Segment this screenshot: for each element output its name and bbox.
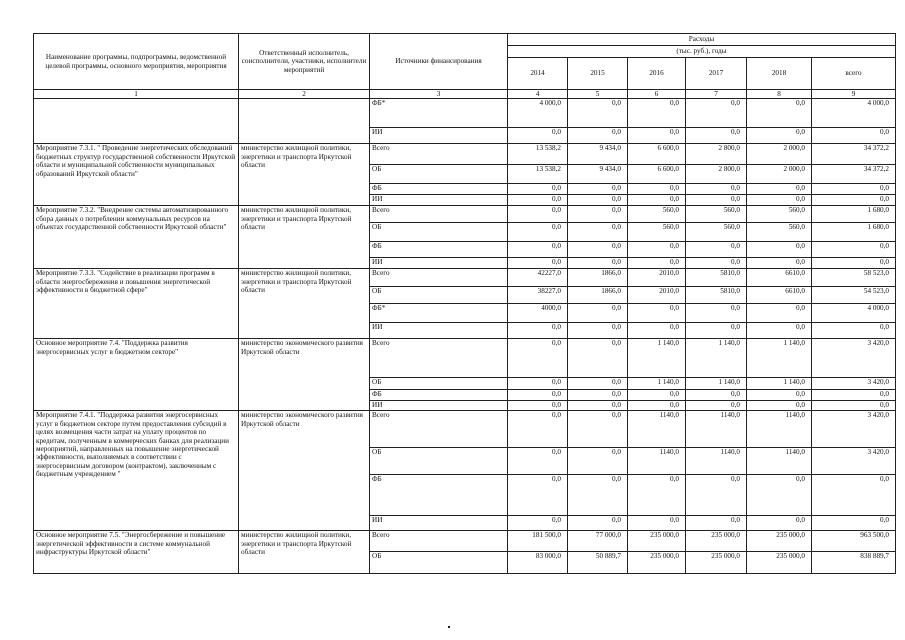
amount-cell: 0,0 xyxy=(508,411,568,448)
amount-cell: 0,0 xyxy=(686,304,747,323)
amount-cell: 1140,0 xyxy=(747,448,812,475)
funding-source-cell: Всего xyxy=(370,144,508,165)
amount-cell: 9 434,0 xyxy=(568,165,628,184)
funding-source-cell: Всего xyxy=(370,531,508,552)
header-year: 2018 xyxy=(747,58,812,90)
funding-source-cell: Всего xyxy=(370,411,508,448)
header-column-number: 4 xyxy=(508,90,568,99)
header-year: 2015 xyxy=(568,58,628,90)
amount-cell: 0,0 xyxy=(508,258,568,269)
amount-cell: 838 889,7 xyxy=(812,552,896,574)
table-header xyxy=(34,34,896,99)
amount-cell: 0,0 xyxy=(812,195,896,206)
amount-cell: 0,0 xyxy=(568,99,628,128)
amount-cell: 6610,0 xyxy=(747,269,812,287)
amount-cell: 0,0 xyxy=(747,258,812,269)
amount-cell: 2 800,0 xyxy=(686,165,747,184)
header-column-number: 9 xyxy=(812,90,896,99)
funding-source-cell: ФБ xyxy=(370,242,508,258)
amount-cell: 1 140,0 xyxy=(747,339,812,378)
financing-table xyxy=(33,33,896,574)
program-name-cell: Мероприятие 7.4.1. "Поддержка развития энергосервисных услуг в бюджетном секторе путем предоставления субсидий в целях возмещения части затрат на уплату процентов по кредитам, полученным в коммерческих банках для реализации мероприятий, направленных на повышение энергетической эффективности, выполняемых в соответствии с энергосервисным договором (контрактом), заключенным с бюджетным учреждением " xyxy=(34,411,239,531)
page-dot xyxy=(448,626,450,628)
amount-cell: 1 140,0 xyxy=(628,378,686,390)
program-name-cell: Основное мероприятие 7.5. "Энергосбережение и повышение энергетической эффективности в системе коммунальной инфраструктуры Иркутской области" xyxy=(34,531,239,574)
program-name-cell: Мероприятие 7.3.2. "Внедрение системы автоматизированного сбора данных о потреблении коммунальных ресурсов на объектах государственной собственности Иркутской области" xyxy=(34,206,239,269)
amount-cell: 13 538,2 xyxy=(508,165,568,184)
header-column-number: 8 xyxy=(747,90,812,99)
amount-cell: 0,0 xyxy=(628,323,686,339)
funding-source-cell: ИИ xyxy=(370,128,508,144)
amount-cell: 1140,0 xyxy=(628,411,686,448)
funding-source-cell: ИИ xyxy=(370,401,508,411)
amount-cell: 4 000,0 xyxy=(812,99,896,128)
amount-cell: 0,0 xyxy=(686,128,747,144)
amount-cell: 0,0 xyxy=(508,339,568,378)
amount-cell: 0,0 xyxy=(568,475,628,516)
amount-cell: 0,0 xyxy=(747,323,812,339)
amount-cell: 0,0 xyxy=(628,258,686,269)
amount-cell: 0,0 xyxy=(508,516,568,531)
amount-cell: 54 523,0 xyxy=(812,287,896,304)
responsible-cell xyxy=(239,99,370,144)
amount-cell: 0,0 xyxy=(686,258,747,269)
amount-cell: 77 000,0 xyxy=(568,531,628,552)
amount-cell: 1 680,0 xyxy=(812,206,896,223)
funding-source-cell: ОБ xyxy=(370,448,508,475)
amount-cell: 0,0 xyxy=(686,323,747,339)
amount-cell: 0,0 xyxy=(508,448,568,475)
amount-cell: 235 000,0 xyxy=(628,531,686,552)
funding-source-cell: ОБ xyxy=(370,223,508,242)
amount-cell: 0,0 xyxy=(686,475,747,516)
amount-cell: 0,0 xyxy=(686,516,747,531)
amount-cell: 0,0 xyxy=(508,401,568,411)
amount-cell: 5810,0 xyxy=(686,287,747,304)
amount-cell: 2 000,0 xyxy=(747,144,812,165)
amount-cell: 560,0 xyxy=(747,206,812,223)
amount-cell: 0,0 xyxy=(508,378,568,390)
funding-source-cell: ФБ* xyxy=(370,304,508,323)
funding-source-cell: Всего xyxy=(370,339,508,378)
amount-cell: 0,0 xyxy=(747,516,812,531)
amount-cell: 1866,0 xyxy=(568,287,628,304)
table-row xyxy=(34,99,896,128)
amount-cell: 0,0 xyxy=(747,128,812,144)
amount-cell: 1140,0 xyxy=(747,411,812,448)
amount-cell: 0,0 xyxy=(568,339,628,378)
amount-cell: 0,0 xyxy=(812,323,896,339)
amount-cell: 4000,0 xyxy=(508,304,568,323)
amount-cell: 235 000,0 xyxy=(747,552,812,574)
amount-cell: 0,0 xyxy=(568,206,628,223)
amount-cell: 0,0 xyxy=(628,242,686,258)
amount-cell: 83 000,0 xyxy=(508,552,568,574)
amount-cell: 0,0 xyxy=(628,401,686,411)
amount-cell: 1140,0 xyxy=(686,448,747,475)
amount-cell: 0,0 xyxy=(568,378,628,390)
funding-source-cell: ОБ xyxy=(370,287,508,304)
funding-source-cell: ОБ xyxy=(370,378,508,390)
funding-source-cell: Всего xyxy=(370,269,508,287)
amount-cell: 6610,0 xyxy=(747,287,812,304)
budget-table-sheet xyxy=(33,33,895,574)
amount-cell: 34 372,2 xyxy=(812,144,896,165)
amount-cell: 1140,0 xyxy=(628,448,686,475)
amount-cell: 0,0 xyxy=(686,184,747,195)
funding-source-cell: Всего xyxy=(370,206,508,223)
amount-cell: 3 420,0 xyxy=(812,411,896,448)
amount-cell: 560,0 xyxy=(628,223,686,242)
program-name-cell: Мероприятие 7.3.1. " Проведение энергетических обследований бюджетных структур государственной собственности Иркутской области и муниципальной собственности муниципальных образований Иркутской области" xyxy=(34,144,239,206)
amount-cell: 0,0 xyxy=(568,390,628,401)
header-column-number: 2 xyxy=(239,90,370,99)
amount-cell: 0,0 xyxy=(508,206,568,223)
amount-cell: 0,0 xyxy=(568,242,628,258)
amount-cell: 0,0 xyxy=(508,242,568,258)
amount-cell: 0,0 xyxy=(628,99,686,128)
amount-cell: 0,0 xyxy=(812,242,896,258)
amount-cell: 0,0 xyxy=(508,184,568,195)
amount-cell: 0,0 xyxy=(568,223,628,242)
amount-cell: 0,0 xyxy=(686,390,747,401)
amount-cell: 58 523,0 xyxy=(812,269,896,287)
funding-source-cell: ИИ xyxy=(370,195,508,206)
amount-cell: 4 000,0 xyxy=(508,99,568,128)
amount-cell: 0,0 xyxy=(686,401,747,411)
amount-cell: 0,0 xyxy=(568,448,628,475)
funding-source-cell: ФБ xyxy=(370,475,508,516)
amount-cell: 0,0 xyxy=(568,258,628,269)
amount-cell: 0,0 xyxy=(812,390,896,401)
responsible-cell: министерство жилищной политики, энергетики и транспорта Иркутской области xyxy=(239,269,370,339)
amount-cell: 1 140,0 xyxy=(628,339,686,378)
table-row xyxy=(34,269,896,287)
amount-cell: 0,0 xyxy=(812,184,896,195)
amount-cell: 6 600,0 xyxy=(628,144,686,165)
amount-cell: 3 420,0 xyxy=(812,378,896,390)
amount-cell: 3 420,0 xyxy=(812,448,896,475)
amount-cell: 13 538,2 xyxy=(508,144,568,165)
header-year: 2016 xyxy=(628,58,686,90)
header-column-number: 5 xyxy=(568,90,628,99)
amount-cell: 2 800,0 xyxy=(686,144,747,165)
header-year: всего xyxy=(812,58,896,90)
amount-cell: 235 000,0 xyxy=(686,552,747,574)
amount-cell: 0,0 xyxy=(508,475,568,516)
header-column-number: 1 xyxy=(34,90,239,99)
amount-cell: 0,0 xyxy=(628,516,686,531)
responsible-cell: министерство экономического развития Иркутской области xyxy=(239,339,370,411)
amount-cell: 5810,0 xyxy=(686,269,747,287)
amount-cell: 1 140,0 xyxy=(686,378,747,390)
table-row xyxy=(34,531,896,552)
amount-cell: 0,0 xyxy=(812,401,896,411)
amount-cell: 0,0 xyxy=(628,390,686,401)
amount-cell: 0,0 xyxy=(628,184,686,195)
table-body xyxy=(34,99,896,574)
funding-source-cell: ИИ xyxy=(370,258,508,269)
amount-cell: 38227,0 xyxy=(508,287,568,304)
header-column-number: 3 xyxy=(370,90,508,99)
amount-cell: 1140,0 xyxy=(686,411,747,448)
table-row xyxy=(34,411,896,448)
header-units: (тыс. руб.), годы xyxy=(508,46,896,58)
header-year: 2014 xyxy=(508,58,568,90)
header-responsible: Ответственный исполнитель, соисполнители, участники, исполнители мероприятий xyxy=(239,34,370,90)
amount-cell: 0,0 xyxy=(747,99,812,128)
amount-cell: 0,0 xyxy=(686,195,747,206)
amount-cell: 235 000,0 xyxy=(628,552,686,574)
amount-cell: 4 000,0 xyxy=(812,304,896,323)
amount-cell: 2 000,0 xyxy=(747,165,812,184)
amount-cell: 0,0 xyxy=(508,195,568,206)
amount-cell: 0,0 xyxy=(686,242,747,258)
amount-cell: 235 000,0 xyxy=(747,531,812,552)
amount-cell: 9 434,0 xyxy=(568,144,628,165)
amount-cell: 0,0 xyxy=(747,184,812,195)
table-row xyxy=(34,339,896,378)
amount-cell: 0,0 xyxy=(747,475,812,516)
amount-cell: 0,0 xyxy=(628,304,686,323)
amount-cell: 963 500,0 xyxy=(812,531,896,552)
header-column-number: 7 xyxy=(686,90,747,99)
amount-cell: 0,0 xyxy=(568,401,628,411)
amount-cell: 0,0 xyxy=(747,242,812,258)
funding-source-cell: ФБ xyxy=(370,184,508,195)
amount-cell: 0,0 xyxy=(568,195,628,206)
table-row xyxy=(34,144,896,165)
header-column-number: 6 xyxy=(628,90,686,99)
amount-cell: 0,0 xyxy=(508,128,568,144)
amount-cell: 560,0 xyxy=(747,223,812,242)
amount-cell: 0,0 xyxy=(508,390,568,401)
header-expenses: Расходы xyxy=(508,34,896,46)
amount-cell: 1866,0 xyxy=(568,269,628,287)
funding-source-cell: ИИ xyxy=(370,516,508,531)
amount-cell: 0,0 xyxy=(568,516,628,531)
program-name-cell: Основное мероприятие 7.4. "Поддержка развития энергосервисных услуг в бюджетном секторе" xyxy=(34,339,239,411)
amount-cell: 0,0 xyxy=(812,516,896,531)
amount-cell: 0,0 xyxy=(568,323,628,339)
amount-cell: 0,0 xyxy=(686,99,747,128)
amount-cell: 560,0 xyxy=(686,206,747,223)
funding-source-cell: ФБ* xyxy=(370,99,508,128)
funding-source-cell: ОБ xyxy=(370,552,508,574)
amount-cell: 42227,0 xyxy=(508,269,568,287)
amount-cell: 0,0 xyxy=(628,195,686,206)
amount-cell: 0,0 xyxy=(568,304,628,323)
amount-cell: 0,0 xyxy=(508,323,568,339)
amount-cell: 0,0 xyxy=(628,128,686,144)
funding-source-cell: ИИ xyxy=(370,323,508,339)
amount-cell: 2010,0 xyxy=(628,269,686,287)
amount-cell: 0,0 xyxy=(747,195,812,206)
amount-cell: 6 600,0 xyxy=(628,165,686,184)
program-name-cell xyxy=(34,99,239,144)
funding-source-cell: ОБ xyxy=(370,165,508,184)
amount-cell: 0,0 xyxy=(568,411,628,448)
responsible-cell: министерство жилищной политики, энергетики и транспорта Иркутской области xyxy=(239,144,370,206)
amount-cell: 0,0 xyxy=(568,184,628,195)
amount-cell: 50 889,7 xyxy=(568,552,628,574)
amount-cell: 0,0 xyxy=(812,128,896,144)
amount-cell: 0,0 xyxy=(812,475,896,516)
amount-cell: 1 680,0 xyxy=(812,223,896,242)
header-source: Источники финансирования xyxy=(370,34,508,90)
program-name-cell: Мероприятие 7.3.3. "Содействие в реализации программ в области энергосбережения и повышения энергетической эффективности в бюджетной сфере" xyxy=(34,269,239,339)
amount-cell: 0,0 xyxy=(812,258,896,269)
amount-cell: 560,0 xyxy=(686,223,747,242)
table-row xyxy=(34,206,896,223)
amount-cell: 1 140,0 xyxy=(686,339,747,378)
responsible-cell: министерство жилищной политики, энергетики и транспорта Иркутской области xyxy=(239,206,370,269)
header-name: Наименование программы, подпрограммы, ведомственной целевой программы, основного мероприятия, мероприятия xyxy=(34,34,239,90)
responsible-cell: министерство экономического развития Иркутской области xyxy=(239,411,370,531)
amount-cell: 0,0 xyxy=(747,304,812,323)
amount-cell: 560,0 xyxy=(628,206,686,223)
amount-cell: 0,0 xyxy=(568,128,628,144)
amount-cell: 1 140,0 xyxy=(747,378,812,390)
amount-cell: 3 420,0 xyxy=(812,339,896,378)
amount-cell: 181 500,0 xyxy=(508,531,568,552)
funding-source-cell: ФБ xyxy=(370,390,508,401)
amount-cell: 235 000,0 xyxy=(686,531,747,552)
amount-cell: 34 372,2 xyxy=(812,165,896,184)
amount-cell: 0,0 xyxy=(628,475,686,516)
amount-cell: 0,0 xyxy=(508,223,568,242)
amount-cell: 0,0 xyxy=(747,390,812,401)
amount-cell: 0,0 xyxy=(747,401,812,411)
amount-cell: 2010,0 xyxy=(628,287,686,304)
header-year: 2017 xyxy=(686,58,747,90)
responsible-cell: министерство жилищной политики, энергетики и транспорта Иркутской области xyxy=(239,531,370,574)
